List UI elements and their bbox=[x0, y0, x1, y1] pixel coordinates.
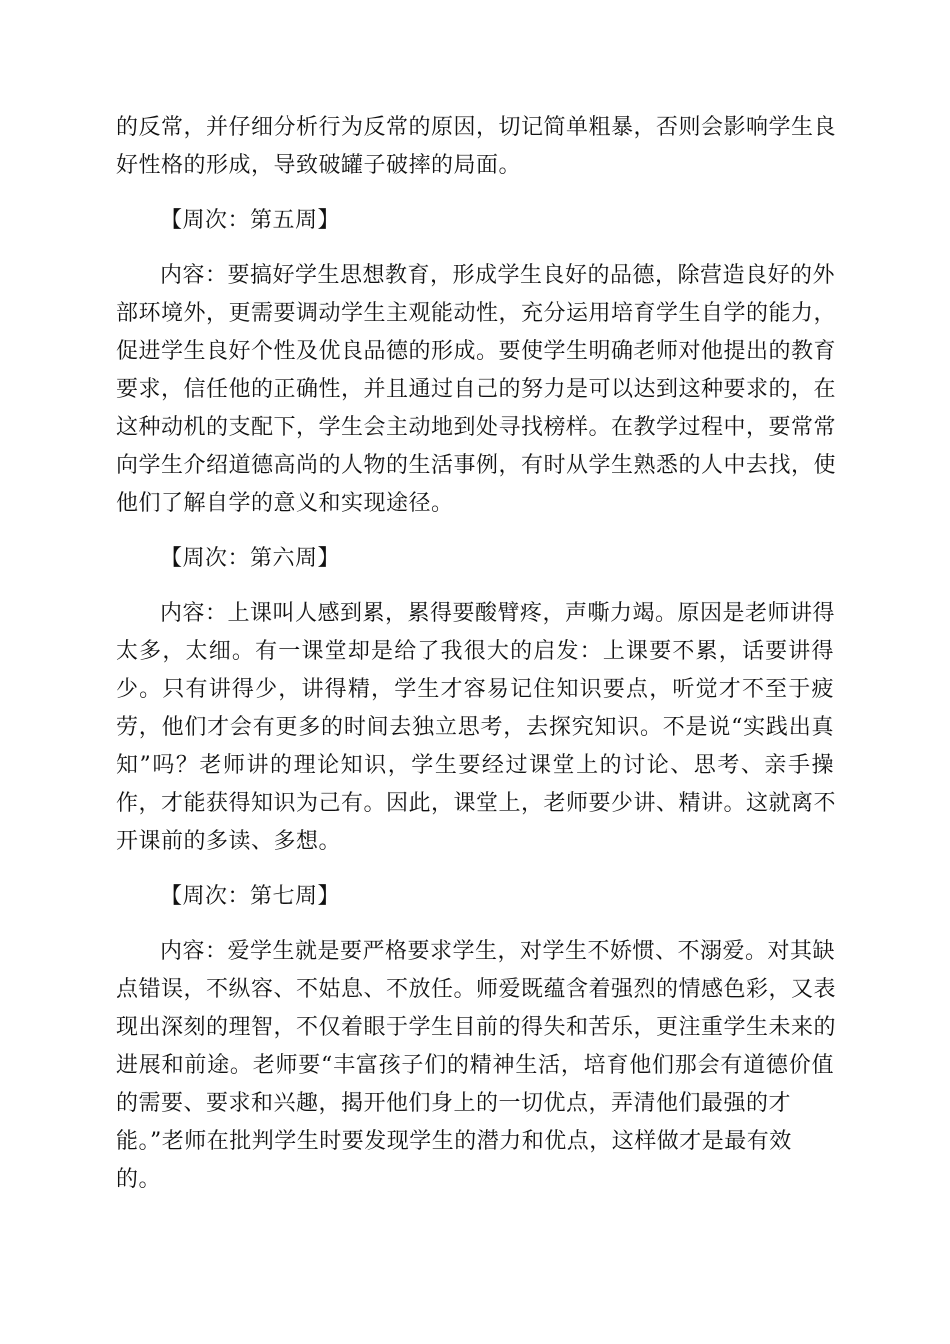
week5-line-3: 促进学生良好个性及优良品德的形成。要使学生明确老师对他提出的教育 bbox=[116, 339, 837, 364]
week7-line-4: 进展和前途。老师要“丰富孩子们的精神生活，培育他们那会有道德价值 bbox=[116, 1053, 834, 1078]
week7-line-6: 能。”老师在批判学生时要发现学生的潜力和优点，这样做才是最有效 bbox=[116, 1129, 792, 1154]
week6-line-1: 内容：上课叫人感到累，累得要酸臂疼，声嘶力竭。原因是老师讲得 bbox=[160, 601, 836, 626]
week5-line-5: 这种动机的支配下，学生会主动地到处寻找榜样。在教学过程中，要常常 bbox=[116, 415, 837, 440]
week6-line-2: 太多，太细。有一课堂却是给了我很大的启发：上课要不累，话要讲得 bbox=[116, 639, 834, 664]
week6-line-7: 开课前的多读、多想。 bbox=[116, 829, 342, 854]
week7-line-2: 点错误，不纵容、不姑息、不放任。师爱既蕴含着强烈的情感色彩，又表 bbox=[116, 977, 837, 1002]
week6-line-4: 劳，他们才会有更多的时间去独立思考，去探究知识。不是说“实践出真 bbox=[116, 715, 834, 740]
week5-line-7: 他们了解自学的意义和实现途径。 bbox=[116, 491, 454, 516]
week6-line-5: 知”吗？老师讲的理论知识，学生要经过课堂上的讨论、思考、亲手操 bbox=[116, 753, 834, 778]
week5-line-4: 要求，信任他的正确性，并且通过自己的努力是可以达到这种要求的，在 bbox=[116, 377, 837, 402]
week7-line-5: 的需要、要求和兴趣，揭开他们身上的一切优点，弄清他们最强的才 bbox=[116, 1091, 792, 1116]
intro-line-1: 的反常，并仔细分析行为反常的原因，切记简单粗暴，否则会影响学生良 bbox=[116, 115, 837, 140]
section-heading-week5: 【周次：第五周】 bbox=[160, 208, 341, 233]
week7-line-3: 现出深刻的理智，不仅着眼于学生目前的得失和苦乐，更注重学生未来的 bbox=[116, 1015, 837, 1040]
week5-line-1: 内容：要搞好学生思想教育，形成学生良好的品德，除营造良好的外 bbox=[160, 263, 836, 288]
week6-line-3: 少。只有讲得少，讲得精，学生才容易记住知识要点，听觉才不至于疲 bbox=[116, 677, 834, 702]
week7-line-1: 内容：爱学生就是要严格要求学生，对学生不娇惯、不溺爱。对其缺 bbox=[160, 939, 836, 964]
week7-line-7: 的。 bbox=[116, 1167, 162, 1192]
week5-line-6: 向学生介绍道德高尚的人物的生活事例，有时从学生熟悉的人中去找，使 bbox=[116, 453, 837, 478]
section-heading-week6: 【周次：第六周】 bbox=[160, 546, 341, 571]
week6-line-6: 作，才能获得知识为己有。因此，课堂上，老师要少讲、精讲。这就离不 bbox=[116, 791, 837, 816]
intro-line-2: 好性格的形成，导致破罐子破摔的局面。 bbox=[116, 153, 522, 178]
week5-line-2: 部环境外，更需要调动学生主观能动性，充分运用培育学生自学的能力， bbox=[116, 301, 837, 326]
section-heading-week7: 【周次：第七周】 bbox=[160, 884, 341, 909]
